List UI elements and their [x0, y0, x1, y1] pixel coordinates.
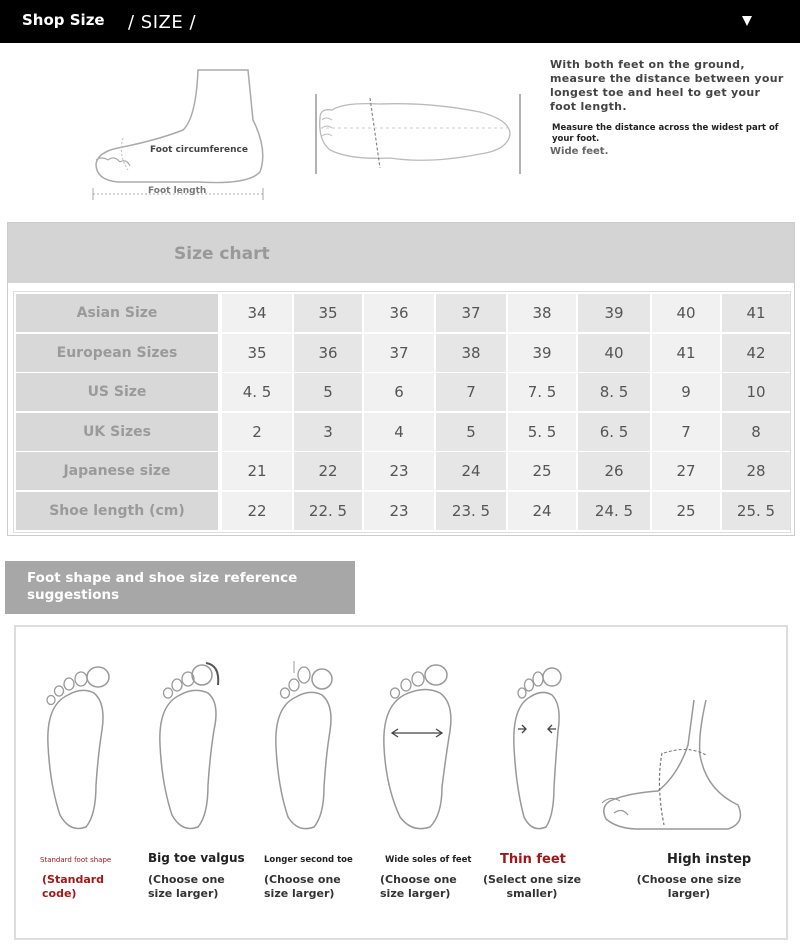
size-cell: 38 [508, 294, 576, 332]
size-cell: 23 [364, 452, 434, 490]
caption-thin-sub: (Select one size smaller) [482, 873, 582, 900]
measure-instruction-length: With both feet on the ground, measure the distance between your longest toe and heel to get your foot length. [550, 58, 784, 113]
size-cell: 5 [436, 413, 506, 451]
foot-shape-heading: Foot shape and shoe size reference suggestions [27, 570, 298, 603]
size-cell: 25 [508, 452, 576, 490]
size-cell: 21 [222, 452, 292, 490]
size-cell: 5 [294, 373, 362, 411]
size-cell: 24 [508, 492, 576, 530]
size-cell: 40 [578, 334, 650, 372]
big-toe-valgus-icon [150, 655, 240, 835]
size-cell: 5. 5 [508, 413, 576, 451]
size-cell: 7. 5 [508, 373, 576, 411]
dropdown-arrow-icon[interactable] [742, 16, 752, 26]
size-cell: 37 [364, 334, 434, 372]
size-chart-title: Size chart [174, 244, 270, 264]
size-cell: 35 [222, 334, 292, 372]
size-cell: 7 [436, 373, 506, 411]
size-cell: 38 [436, 334, 506, 372]
size-cell: 34 [222, 294, 292, 332]
size-chart [7, 222, 795, 536]
size-cell: 42 [722, 334, 790, 372]
size-cell: 8 [722, 413, 790, 451]
size-row-label: Asian Size [16, 294, 218, 332]
size-cell: 4 [364, 413, 434, 451]
size-cell: 41 [652, 334, 720, 372]
size-cell: 7 [652, 413, 720, 451]
size-cell: 22. 5 [294, 492, 362, 530]
longer-second-toe-icon [266, 655, 356, 835]
standard-foot-icon [38, 655, 128, 835]
size-cell: 4. 5 [222, 373, 292, 411]
size-cell: 22 [222, 492, 292, 530]
size-row-label: US Size [16, 373, 218, 411]
foot-side-illustration-icon [88, 60, 273, 205]
size-cell: 23. 5 [436, 492, 506, 530]
size-row-label: Japanese size [16, 452, 218, 490]
size-cell: 39 [508, 334, 576, 372]
size-cell: 27 [652, 452, 720, 490]
caption-big-toe-title: Big toe valgus [148, 851, 245, 865]
size-cell: 37 [436, 294, 506, 332]
size-cell: 9 [652, 373, 720, 411]
foot-length-label: Foot length [148, 186, 207, 196]
size-cell: 24 [436, 452, 506, 490]
measure-wide-feet: Wide feet. [550, 146, 609, 157]
size-cell: 35 [294, 294, 362, 332]
thin-feet-icon [498, 655, 588, 835]
caption-thin-title: Thin feet [500, 852, 566, 867]
caption-standard-title: Standard foot shape [40, 856, 112, 864]
size-cell: 39 [578, 294, 650, 332]
header-subtitle: / SIZE / [128, 12, 197, 33]
size-cell: 25 [652, 492, 720, 530]
foot-shape-heading-tab [5, 561, 355, 614]
size-row-label: Shoe length (cm) [16, 492, 218, 530]
size-cell: 10 [722, 373, 790, 411]
size-chart-header [8, 223, 794, 283]
size-cell: 2 [222, 413, 292, 451]
size-cell: 3 [294, 413, 362, 451]
caption-instep-title: High instep [667, 852, 752, 867]
size-row-label: UK Sizes [16, 413, 218, 451]
caption-big-toe-sub: (Choose one size larger) [148, 873, 225, 900]
size-cell: 28 [722, 452, 790, 490]
caption-instep-sub: (Choose one size larger) [636, 873, 742, 900]
size-chart-table [13, 291, 791, 533]
caption-second-toe-sub: (Choose one size larger) [264, 873, 341, 900]
size-row-label: European Sizes [16, 334, 218, 372]
header-title: Shop Size [22, 11, 105, 29]
foot-circumference-label: Foot circumference [150, 145, 248, 155]
size-cell: 6. 5 [578, 413, 650, 451]
size-cell: 6 [364, 373, 434, 411]
header-bar [0, 0, 800, 43]
size-cell: 23 [364, 492, 434, 530]
size-cell: 8. 5 [578, 373, 650, 411]
size-cell: 40 [652, 294, 720, 332]
size-cell: 41 [722, 294, 790, 332]
measure-instruction-width: Measure the distance across the widest part of your foot. [552, 123, 779, 144]
size-cell: 36 [364, 294, 434, 332]
size-cell: 24. 5 [578, 492, 650, 530]
caption-second-toe-title: Longer second toe [264, 855, 353, 865]
wide-soles-icon [380, 655, 470, 835]
caption-wide-sub: (Choose one size larger) [380, 873, 457, 900]
caption-wide-title: Wide soles of feet [385, 855, 472, 865]
caption-standard-sub: (Standard code) [42, 873, 105, 900]
size-cell: 26 [578, 452, 650, 490]
size-cell: 36 [294, 334, 362, 372]
high-instep-icon [598, 695, 748, 840]
size-cell: 25. 5 [722, 492, 790, 530]
size-cell: 22 [294, 452, 362, 490]
foot-top-illustration-icon [310, 88, 530, 180]
